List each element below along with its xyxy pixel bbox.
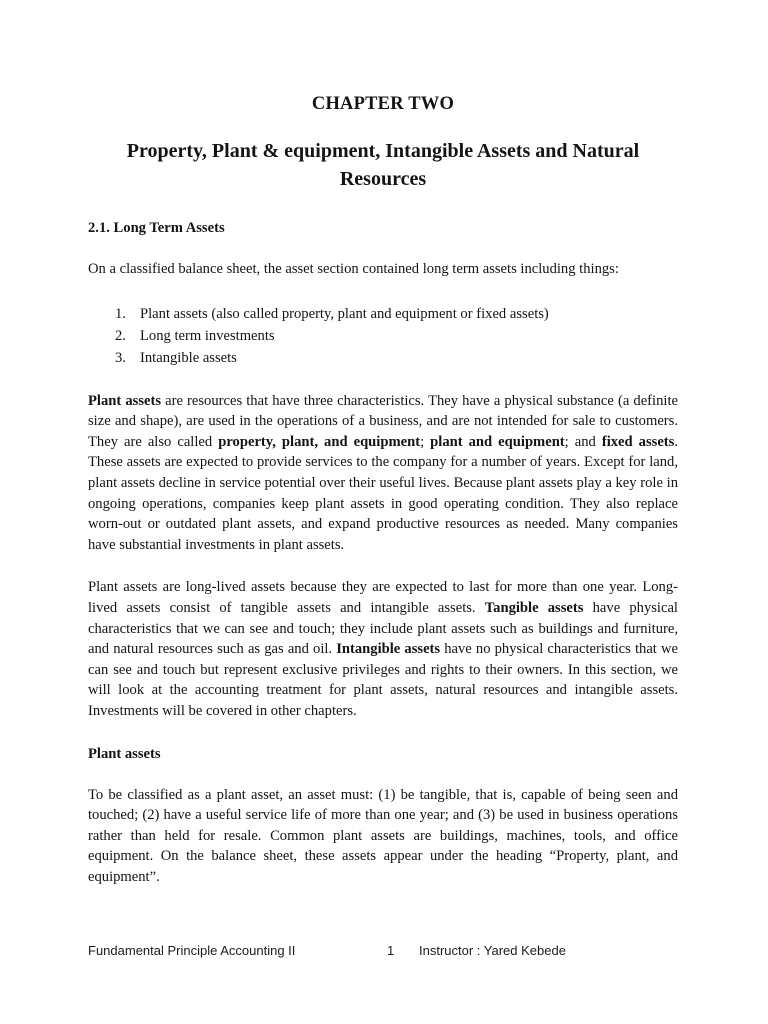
numbered-list: [115, 303, 678, 369]
list-item-number: 3.: [115, 349, 126, 366]
document-title-line2: Resources: [339, 168, 427, 190]
list-item: [115, 303, 678, 325]
paragraph-long-lived-assets: Plant assets are long-lived assets because they are expected to last for more than one year. Long-lived assets consist of tangible assets and intangible assets. Tangible assets have physical characteristics that we can see and touch; they include plant assets such as buildings and furniture, and natural resources such as gas and oil. Intangible assets have no physical characteristics that we can see and touch but represent exclusive privileges and rights to their owners. In this section, we will look at the accounting treatment for plant assets, natural resources and intangible assets. Investments will be covered in other chapters.: [88, 579, 679, 719]
page-content: [88, 0, 678, 887]
list-item-number: 1.: [115, 305, 126, 322]
list-item-text: Plant assets (also called property, plant and equipment or fixed assets): [140, 305, 549, 322]
list-item-text: Intangible assets: [140, 349, 237, 366]
page-footer: [88, 943, 678, 961]
list-item: [115, 325, 678, 347]
intro-paragraph: On a classified balance sheet, the asset section contained long term assets including things:: [88, 261, 619, 277]
chapter-title: CHAPTER TWO: [311, 94, 455, 114]
list-item: [115, 347, 678, 369]
list-item-number: 2.: [115, 327, 126, 344]
footer-instructor: Instructor : Yared Kebede: [419, 943, 566, 958]
list-item-text: Long term investments: [140, 327, 275, 344]
paragraph-plant-assets-definition: Plant assets are resources that have three characteristics. They have a physical substance (a definite size and shape), are used in the operations of a business, and are not intended for sale to customers. They are also called property, plant, and equipment; plant and equipment; and fixed assets. These assets are expected to provide services to the company for a number of years. Except for land, plant assets decline in service potential over their useful lives. Because plant assets play a key role in ongoing operations, companies keep plant assets in good operating condition. They also replace worn-out or outdated plant assets, and expand productive resources as needed. Many companies have substantial investments in plant assets.: [88, 392, 678, 553]
paragraph-plant-asset-criteria: To be classified as a plant asset, an asset must: (1) be tangible, that is, capable of being seen and touched; (2) have a useful service life of more than one year; and (3) be used in business operations rather than held for resale. Common plant assets are buildings, machines, tools, and office equipment. On the balance sheet, these assets appear under the heading “Property, plant, and equipment”.: [88, 786, 678, 885]
document-title-line1: Property, Plant & equipment, Intangible Assets and Natural: [126, 140, 640, 162]
section-heading: 2.1. Long Term Assets: [88, 220, 225, 236]
plant-assets-subheading: Plant assets: [88, 745, 161, 762]
footer-course-title: Fundamental Principle Accounting II: [88, 943, 296, 958]
footer-page-number: 1: [387, 943, 395, 958]
document-title: [88, 137, 678, 193]
